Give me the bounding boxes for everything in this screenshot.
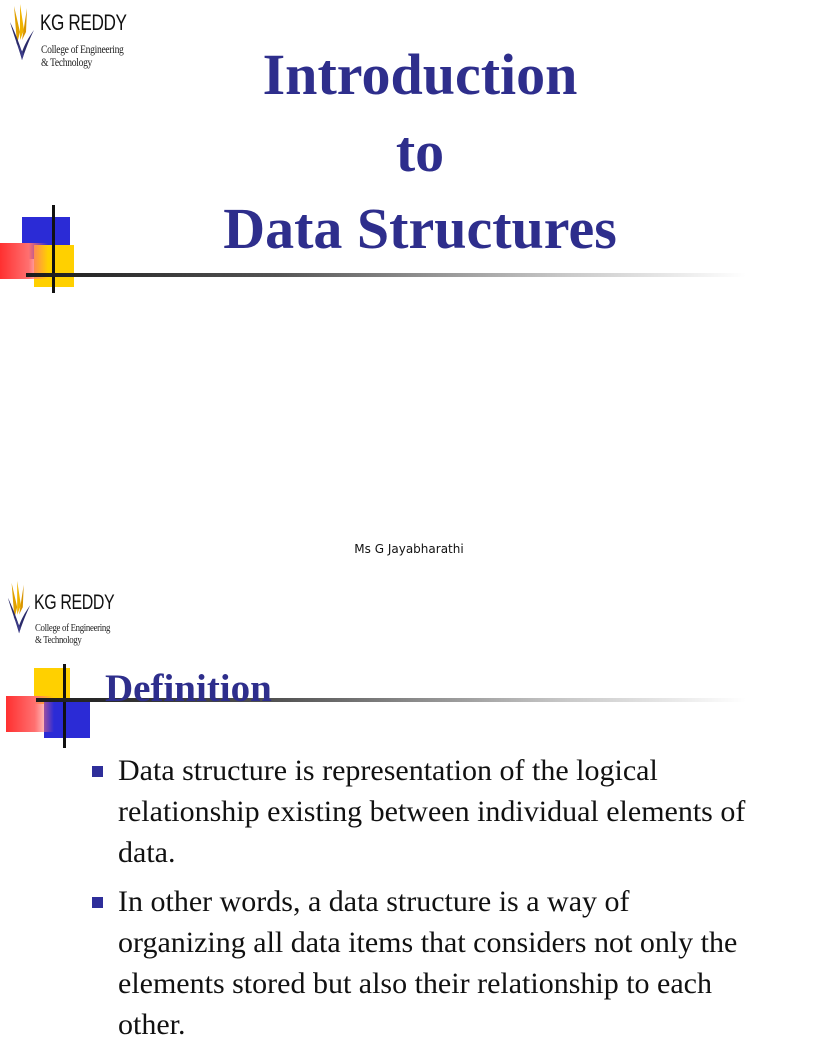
college-emblem-icon [8,2,38,66]
list-item [92,881,752,1045]
slide-2 [0,572,768,1041]
title-underline [26,273,746,277]
logo-subtitle-line-2: & Technology [35,634,82,647]
deco-vertical-line [63,664,66,748]
logo-subtitle-line-1: College of Engineering [41,42,124,56]
logo-subtitle [41,43,124,69]
decorative-squares [6,664,106,754]
slide-title-line-3: Data Structures [223,196,617,261]
square-bullet-icon [92,897,103,908]
college-logo [6,577,116,657]
bullet-list [92,750,752,1053]
slide-title-line-2: to [395,119,445,184]
logo-brand-text: KG REDDY [34,591,115,614]
list-item-text: Data structure is representation of the logical relationship existing between individual elements of data. [118,754,746,869]
square-bullet-icon [92,766,103,777]
college-emblem-icon [6,577,34,641]
logo-subtitle-line-2: & Technology [41,55,93,70]
logo-brand-text: KG REDDY [40,10,127,35]
slide-title [120,36,720,267]
decorative-squares [0,205,110,295]
list-item [92,750,752,873]
list-item-text: In other words, a data structure is a way of organizing all data items that considers not only the elements stored but also their relationship to each other. [118,885,738,1041]
deco-vertical-line [52,205,55,293]
slide-author: Ms G Jayabharathi [354,542,464,556]
logo-subtitle [35,622,110,646]
slide-heading: Definition [105,667,272,710]
college-logo [8,2,138,82]
logo-subtitle-line-1: College of Engineering [35,622,111,634]
slide-title-line-1: Introduction [262,42,578,107]
